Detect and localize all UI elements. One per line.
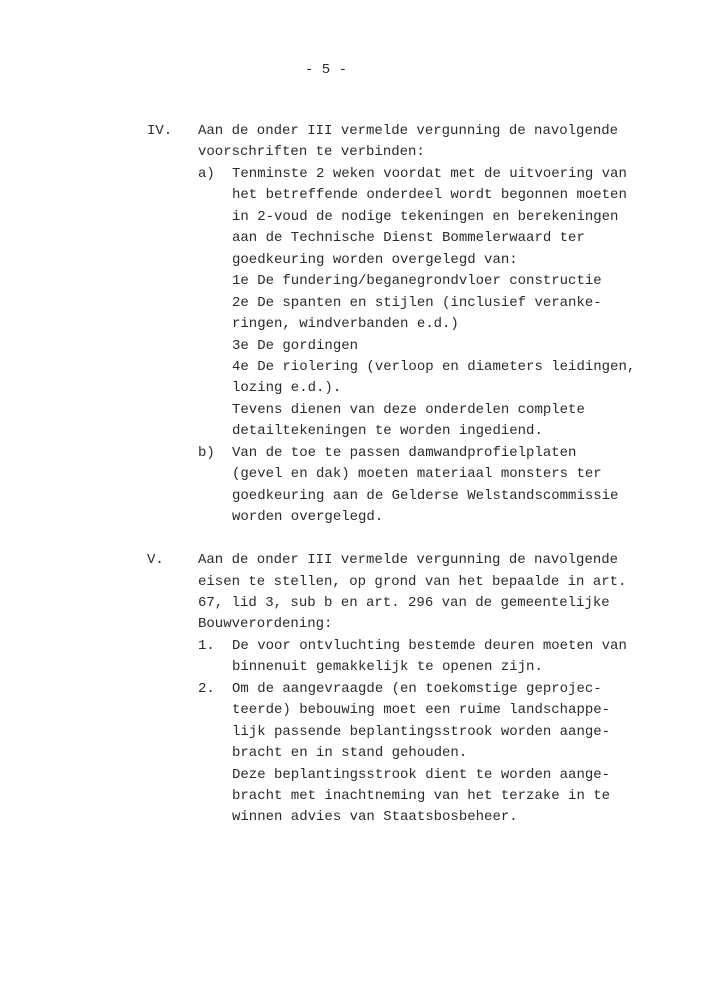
section-intro-line: voorschriften te verbinden: xyxy=(198,144,425,161)
item-line: lijk passende beplantingsstrook worden aange- xyxy=(232,723,611,740)
list-item xyxy=(198,164,687,443)
section-intro-line: Bouwverordening: xyxy=(198,616,333,633)
section-marker: V. xyxy=(147,552,164,569)
item-line: worden overgelegd. xyxy=(232,509,384,526)
document-body xyxy=(147,121,687,829)
item-line: (gevel en dak) moeten materiaal monsters ter xyxy=(232,466,602,483)
item-line: lozing e.d.). xyxy=(232,380,342,397)
item-line: bracht en in stand gehouden. xyxy=(232,745,468,762)
item-line: winnen advies van Staatsbosbeheer. xyxy=(232,809,518,826)
item-line: het betreffende onderdeel wordt begonnen moeten xyxy=(232,187,627,204)
section-intro-line: eisen te stellen, op grond van het bepaalde in art. xyxy=(198,573,627,590)
item-line: De voor ontvluchting bestemde deuren moeten van xyxy=(232,637,627,654)
section-v xyxy=(147,550,687,829)
item-marker: 1. xyxy=(198,637,215,654)
item-marker: b) xyxy=(198,444,215,461)
item-line: 3e De gordingen xyxy=(232,337,359,354)
item-line: Deze beplantingsstrook dient te worden aange- xyxy=(232,766,611,783)
item-line: ringen, windverbanden e.d.) xyxy=(232,316,459,333)
item-line: detailtekeningen te worden ingediend. xyxy=(232,423,543,440)
item-line: Tenminste 2 weken voordat met de uitvoering van xyxy=(232,165,627,182)
item-line: in 2-voud de nodige tekeningen en berekeningen xyxy=(232,208,619,225)
item-line: 2e De spanten en stijlen (inclusief veranke- xyxy=(232,294,602,311)
item-line: 1e De fundering/beganegrondvloer constructie xyxy=(232,273,602,290)
section-marker: IV. xyxy=(147,123,173,139)
item-line: binnenuit gemakkelijk te openen zijn. xyxy=(232,659,543,676)
list-item xyxy=(198,443,687,529)
item-line: goedkeuring worden overgelegd van: xyxy=(232,251,518,268)
section-intro-line: Aan de onder III vermelde vergunning de navolgende xyxy=(198,123,619,139)
item-line: goedkeuring aan de Gelderse Welstandscommissie xyxy=(232,487,619,504)
list-item xyxy=(198,636,687,679)
item-line: 4e De riolering (verloop en diameters leidingen, xyxy=(232,358,636,375)
item-line: aan de Technische Dienst Bommelerwaard ter xyxy=(232,230,585,247)
item-line: Om de aangevraagde (en toekomstige geprojec- xyxy=(232,680,602,697)
list-item xyxy=(198,679,687,829)
section-iv xyxy=(147,121,687,529)
item-line: Van de toe te passen damwandprofielplaten xyxy=(232,444,577,461)
section-intro-line: Aan de onder III vermelde vergunning de navolgende xyxy=(198,552,619,569)
item-marker: 2. xyxy=(198,680,215,697)
page-number: - 5 - xyxy=(304,62,347,78)
item-line: teerde) bebouwing moet een ruime landschappe- xyxy=(232,702,611,719)
section-intro-line: 67, lid 3, sub b en art. 296 van de gemeentelijke xyxy=(198,594,610,611)
item-line: bracht met inachtneming van het terzake in te xyxy=(232,788,611,805)
item-line: Tevens dienen van deze onderdelen complete xyxy=(232,401,585,418)
item-marker: a) xyxy=(198,165,215,182)
